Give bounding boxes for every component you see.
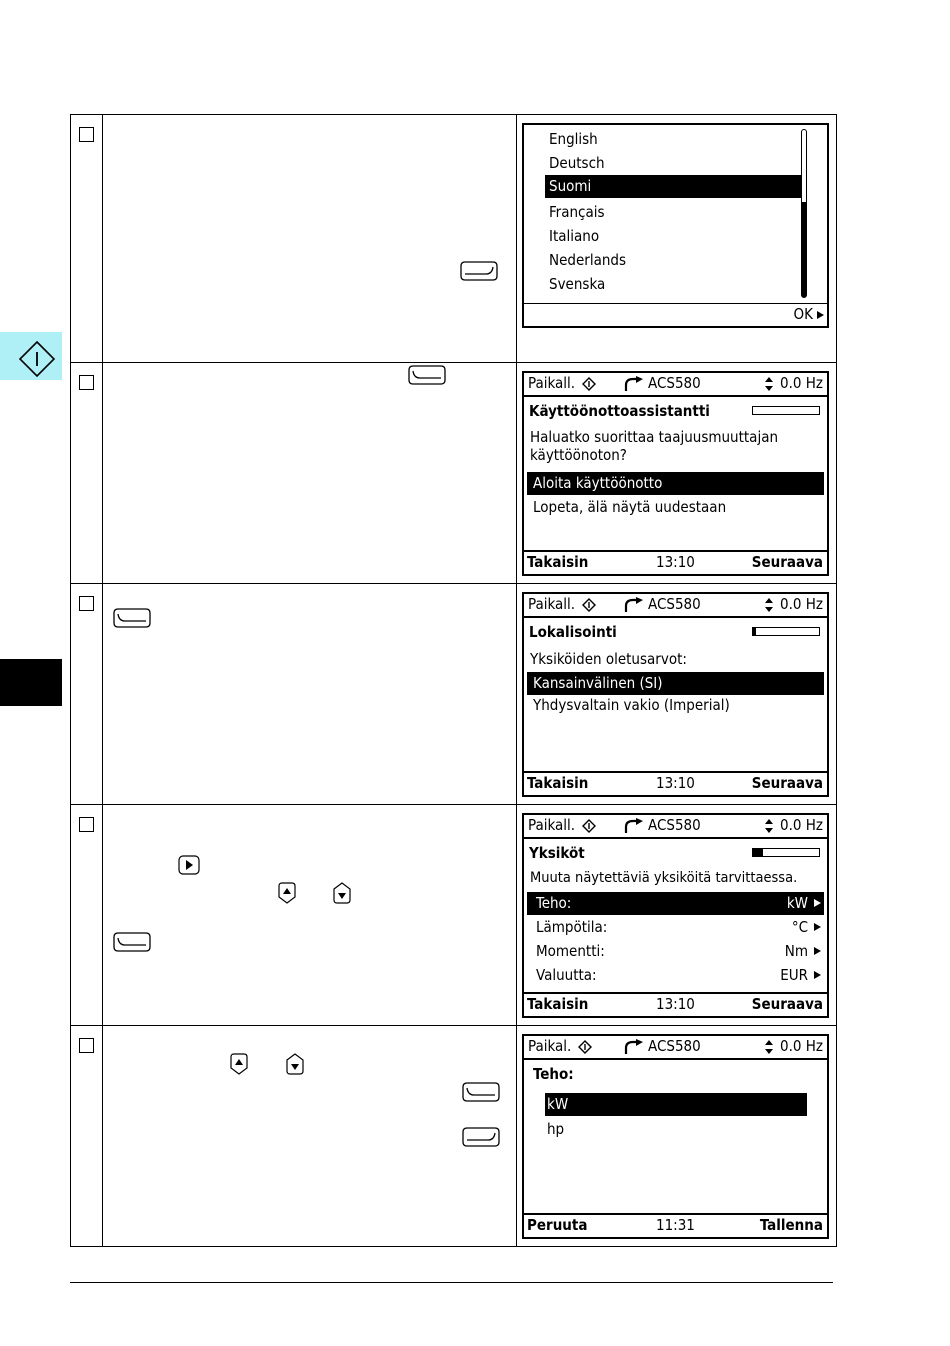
scrollbar[interactable]: [801, 129, 807, 298]
select-key-icon: [113, 932, 151, 952]
updown-arrow-icon: [764, 598, 774, 612]
select-key-icon: [113, 608, 151, 628]
option-selected[interactable]: Aloita käyttöönotto: [527, 472, 824, 495]
screen-title: Käyttöönottoassistantti: [529, 402, 710, 420]
step-checkbox[interactable]: [79, 375, 94, 390]
power-unit-screen: [522, 1034, 829, 1239]
step-row: [71, 1026, 837, 1247]
clock: 13:10: [656, 553, 695, 571]
drive-name: ACS580: [648, 816, 701, 834]
step-row: [71, 584, 837, 805]
question-text: Haluatko suorittaa taajuusmuuttajan: [530, 428, 779, 446]
step-row: [71, 363, 837, 584]
progress-bar: [752, 627, 820, 636]
select-key-right-icon: [462, 1127, 500, 1147]
updown-arrow-icon: [764, 1040, 774, 1054]
back-softkey[interactable]: Takaisin: [527, 995, 589, 1013]
section-tab-marker: [0, 659, 62, 706]
progress-fill: [753, 849, 763, 856]
start-up-diamond-icon: [18, 340, 56, 378]
drive-name: ACS580: [648, 595, 701, 613]
progress-fill: [753, 628, 756, 635]
progress-bar: [752, 406, 820, 415]
option-selected[interactable]: Kansainvälinen (SI): [527, 672, 824, 695]
option-selected[interactable]: kW: [545, 1093, 807, 1116]
prompt-text: Yksiköiden oletusarvot:: [530, 650, 687, 668]
start-diamond-icon: [578, 1040, 592, 1054]
option[interactable]: hp: [547, 1120, 565, 1138]
control-location: Paikall.: [528, 816, 576, 834]
screen-title: Yksiköt: [529, 844, 585, 862]
select-key-icon: [408, 365, 446, 385]
assistant-screen: [522, 371, 829, 576]
frequency-readout: 0.0 Hz: [780, 1037, 823, 1055]
localization-screen: [522, 592, 829, 797]
step-checkbox[interactable]: [79, 817, 94, 832]
option[interactable]: Lopeta, älä näytä uudestaan: [533, 498, 727, 516]
status-bar: [524, 1036, 827, 1060]
clock: 13:10: [656, 995, 695, 1013]
screen-title: Lokalisointi: [529, 623, 617, 641]
start-diamond-icon: [582, 598, 596, 612]
status-bar: [524, 373, 827, 397]
step-row: [71, 805, 837, 1026]
footer-rule: [70, 1282, 833, 1283]
unit-row[interactable]: Momentti: Nm: [527, 940, 824, 963]
unit-row[interactable]: Lämpötila: °C: [527, 916, 824, 939]
rotation-arrow-icon: [622, 818, 644, 834]
status-bar: [524, 815, 827, 839]
step-checkbox[interactable]: [79, 1038, 94, 1053]
question-text: käyttöönoton?: [530, 446, 627, 464]
right-key-icon: [178, 855, 200, 875]
step-checkbox[interactable]: [79, 127, 94, 142]
rotation-arrow-icon: [622, 376, 644, 392]
right-arrow-icon: [817, 311, 824, 319]
rotation-arrow-icon: [622, 597, 644, 613]
start-diamond-icon: [582, 377, 596, 391]
clock: 11:31: [656, 1216, 695, 1234]
start-diamond-icon: [582, 819, 596, 833]
instruction-table: [70, 114, 837, 1247]
back-softkey[interactable]: Takaisin: [527, 553, 589, 571]
clock: 13:10: [656, 774, 695, 792]
status-bar: [524, 594, 827, 618]
frequency-readout: 0.0 Hz: [780, 816, 823, 834]
back-softkey[interactable]: Takaisin: [527, 774, 589, 792]
next-softkey[interactable]: Seuraava: [751, 553, 823, 571]
unit-row[interactable]: Valuutta: EUR: [527, 964, 824, 987]
up-key-icon: [230, 1053, 248, 1075]
ok-label[interactable]: OK: [793, 305, 813, 323]
language-item[interactable]: Svenska: [549, 275, 606, 293]
select-key-icon: [462, 1082, 500, 1102]
control-location: Paikall.: [528, 374, 576, 392]
down-key-icon: [333, 882, 351, 904]
control-location: Paikal.: [528, 1037, 572, 1055]
updown-arrow-icon: [764, 377, 774, 391]
progress-bar: [752, 848, 820, 857]
drive-name: ACS580: [648, 374, 701, 392]
language-item[interactable]: Deutsch: [549, 154, 605, 172]
frequency-readout: 0.0 Hz: [780, 374, 823, 392]
drive-name: ACS580: [648, 1037, 701, 1055]
save-softkey[interactable]: Tallenna: [759, 1216, 823, 1234]
frequency-readout: 0.0 Hz: [780, 595, 823, 613]
next-softkey[interactable]: Seuraava: [751, 774, 823, 792]
control-location: Paikall.: [528, 595, 576, 613]
language-item[interactable]: Nederlands: [549, 251, 626, 269]
prompt-text: Muuta näytettäviä yksiköitä tarvittaessa.: [530, 870, 798, 886]
rotation-arrow-icon: [622, 1039, 644, 1055]
language-screen: [522, 123, 829, 328]
screen-title: Teho:: [533, 1065, 574, 1083]
unit-row-selected[interactable]: Teho: kW: [527, 892, 824, 915]
language-item[interactable]: English: [549, 130, 598, 148]
next-softkey[interactable]: Seuraava: [751, 995, 823, 1013]
units-screen: [522, 813, 829, 1018]
step-checkbox[interactable]: [79, 596, 94, 611]
language-item[interactable]: Italiano: [549, 227, 600, 245]
updown-arrow-icon: [764, 819, 774, 833]
down-key-icon: [286, 1053, 304, 1075]
language-item-selected[interactable]: Suomi: [545, 175, 801, 198]
step-row: [71, 115, 837, 363]
cancel-softkey[interactable]: Peruuta: [527, 1216, 588, 1234]
up-key-icon: [278, 882, 296, 904]
language-item[interactable]: Français: [549, 203, 605, 221]
scrollbar-thumb[interactable]: [802, 202, 806, 297]
option[interactable]: Yhdysvaltain vakio (Imperial): [533, 696, 730, 714]
select-key-icon: [460, 261, 498, 281]
